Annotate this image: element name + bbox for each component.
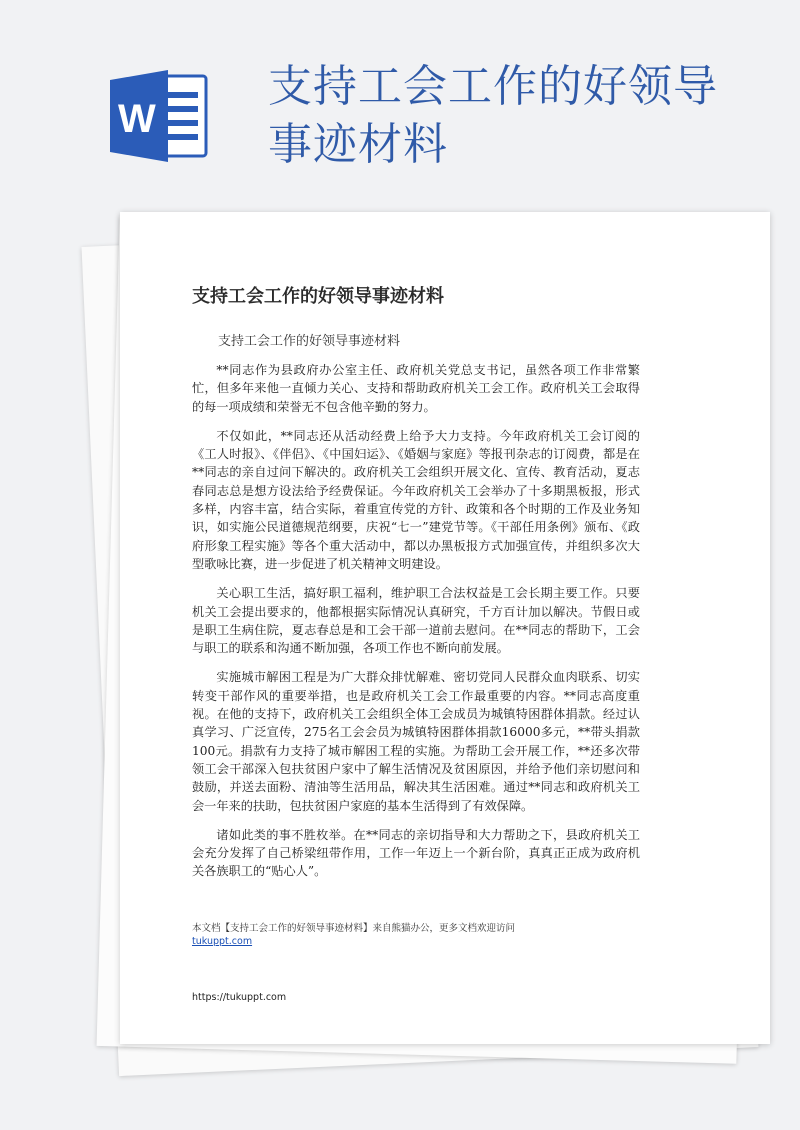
document-subtitle: 支持工会工作的好领导事迹材料	[218, 334, 401, 349]
document-body	[192, 330, 640, 892]
paragraph: 不仅如此，**同志还从活动经费上给予大力支持。今年政府机关工会订阅的《工人时报》、《伴侣》、《中国妇运》、《婚姻与家庭》等报刊杂志的订阅费，都是在**同志的亲自过问下解决的。政府机关工会组织开展文化、宣传、教育活动，夏志春同志总是想方设法给予经费保证。今年政府机关工会举办了十多期黑板报，形式多样，内容丰富，结合实际，着重宣传党的方针、政策和各个时期的工作及业务知识，如实施公民道德规范纲要，庆祝“七一”建党节等。《干部任用条例》颁布、《政府形象工程实施》等各个重大活动中，都以办黑板报方式加强宣传，并组织多次大型歌咏比赛，进一步促进了机关精神文明建设。	[192, 428, 640, 571]
paragraph: 诸如此类的事不胜枚举。在**同志的亲切指导和大力帮助之下，县政府机关工会充分发挥了自己桥梁纽带作用，工作一年迈上一个新台阶，真真正正成为政府机关各族职工的“贴心人”。	[192, 827, 640, 879]
document-title: 支持工会工作的好领导事迹材料	[192, 286, 444, 307]
paragraph: 实施城市解困工程是为广大群众排忧解难、密切党同人民群众血肉联系、切实转变干部作风的重要举措，也是政府机关工会工作最重要的内容。**同志高度重视。在他的支持下，政府机关工会组织全体工会成员为城镇特困群体捐款。经过认真学习、广泛宣传，275名工会会员为城镇特困群体捐款16000多元，**带头捐款100元。捐款有力支持了城市解困工程的实施。为帮助工会开展工作，**还多次带领工会干部深入包扶贫困户家中了解生活情况及贫困原因，并给予他们亲切慰问和鼓励，并送去面粉、清油等生活用品，解决其生活困难。通过**同志和政府机关工会一年来的扶助，包扶贫困户家庭的基本生活得到了有效保障。	[192, 670, 640, 813]
word-icon-letter: W	[118, 97, 156, 141]
bottom-url[interactable]: https://tukuppt.com	[192, 992, 287, 1003]
document-page	[120, 212, 770, 1044]
source-note	[192, 922, 712, 948]
word-document-icon	[110, 68, 210, 164]
paragraph: 关心职工生活，搞好职工福利，维护职工合法权益是工会长期主要工作。只要机关工会提出要求的，他都根据实际情况认真研究，千方百计加以解决。节假日或是职工生病住院，夏志春总是和工会干部一道前去慰问。在**同志的帮助下，工会与职工的联系和沟通不断加强，各项工作也不断向前发展。	[192, 586, 640, 656]
header-title: 支持工会工作的好领导事迹材料	[268, 61, 718, 170]
source-link[interactable]: tukuppt.com	[192, 936, 253, 947]
source-note-text: 本文档【支持工会工作的好领导事迹材料】来自熊猫办公，更多文档欢迎访问	[192, 923, 516, 934]
page-header	[0, 0, 800, 215]
paragraph: **同志作为县政府办公室主任、政府机关党总支书记，虽然各项工作非常繁忙，但多年来他一直倾力关心、支持和帮助政府机关工会工作。政府机关工会取得的每一项成绩和荣誉无不包含他辛勤的努力。	[192, 363, 640, 414]
